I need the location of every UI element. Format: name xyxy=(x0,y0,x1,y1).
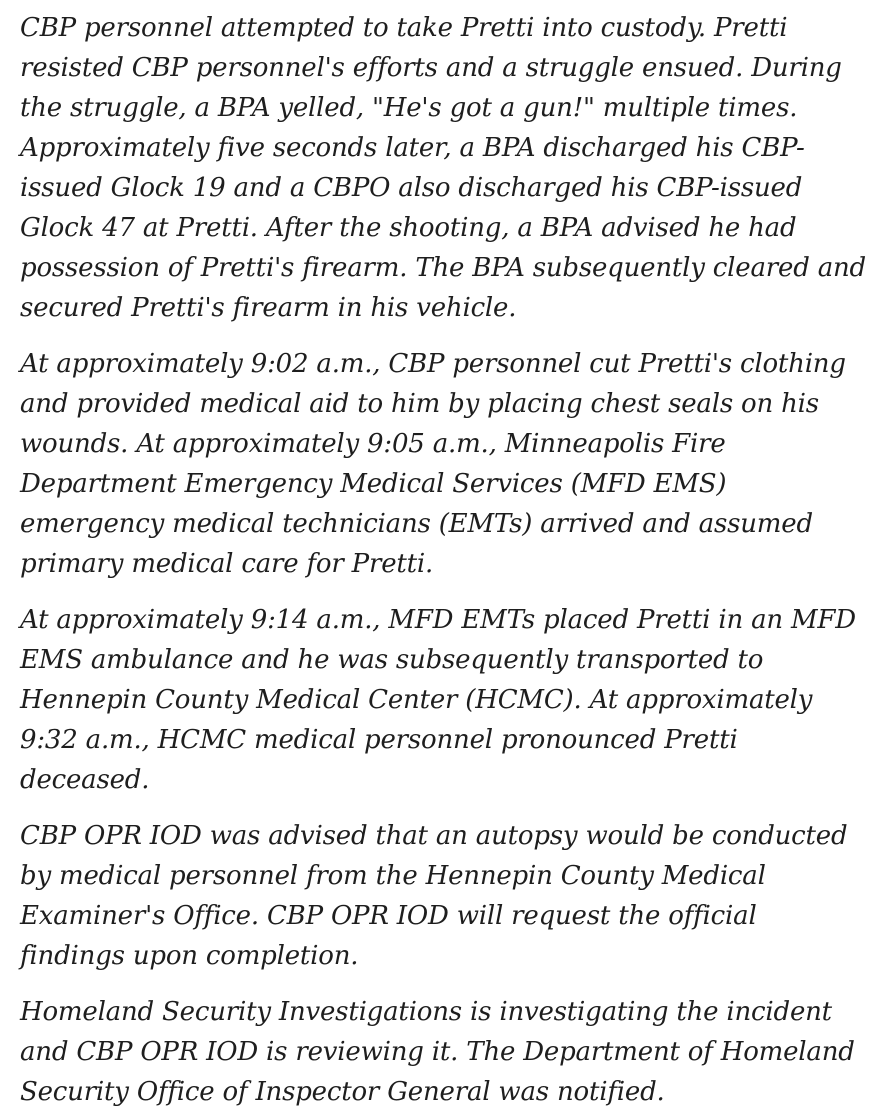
paragraph: CBP personnel attempted to take Pretti into custody. Pretti resisted CBP personnel's efforts and a struggle ensued. During the struggle, a BPA yelled, "He's got a gun!" multiple times. Approximately five seconds later, a BPA discharged his CBP-issued Glock 19 and a CBPO also discharged his CBP-issued Glock 47 at Pretti. After the shooting, a BPA advised he had possession of Pretti's firearm. The BPA subsequently cleared and secured Pretti's firearm in his vehicle. xyxy=(20,13,875,323)
paragraph-list xyxy=(20,8,875,1112)
paragraph: Homeland Security Investigations is investigating the incident and CBP OPR IOD is reviewing it. The Department of Homeland Security Office of Inspector General was notified. xyxy=(20,997,863,1107)
paragraph: CBP OPR IOD was advised that an autopsy would be conducted by medical personnel from the Hennepin County Medical Examiner's Office. CBP OPR IOD will request the official findings upon completion. xyxy=(20,821,856,971)
paragraph: At approximately 9:14 a.m., MFD EMTs placed Pretti in an MFD EMS ambulance and he was subsequently transported to Hennepin County Medical Center (HCMC). At approximately 9:32 a.m., HCMC medical personnel pronounced Pretti deceased. xyxy=(20,605,864,795)
paragraph: At approximately 9:02 a.m., CBP personnel cut Pretti's clothing and provided medical aid to him by placing chest seals on his wounds. At approximately 9:05 a.m., Minneapolis Fire Department Emergency Medical Services (MFD EMS) emergency medical technicians (EMTs) arrived and assumed primary medical care for Pretti. xyxy=(20,349,854,579)
